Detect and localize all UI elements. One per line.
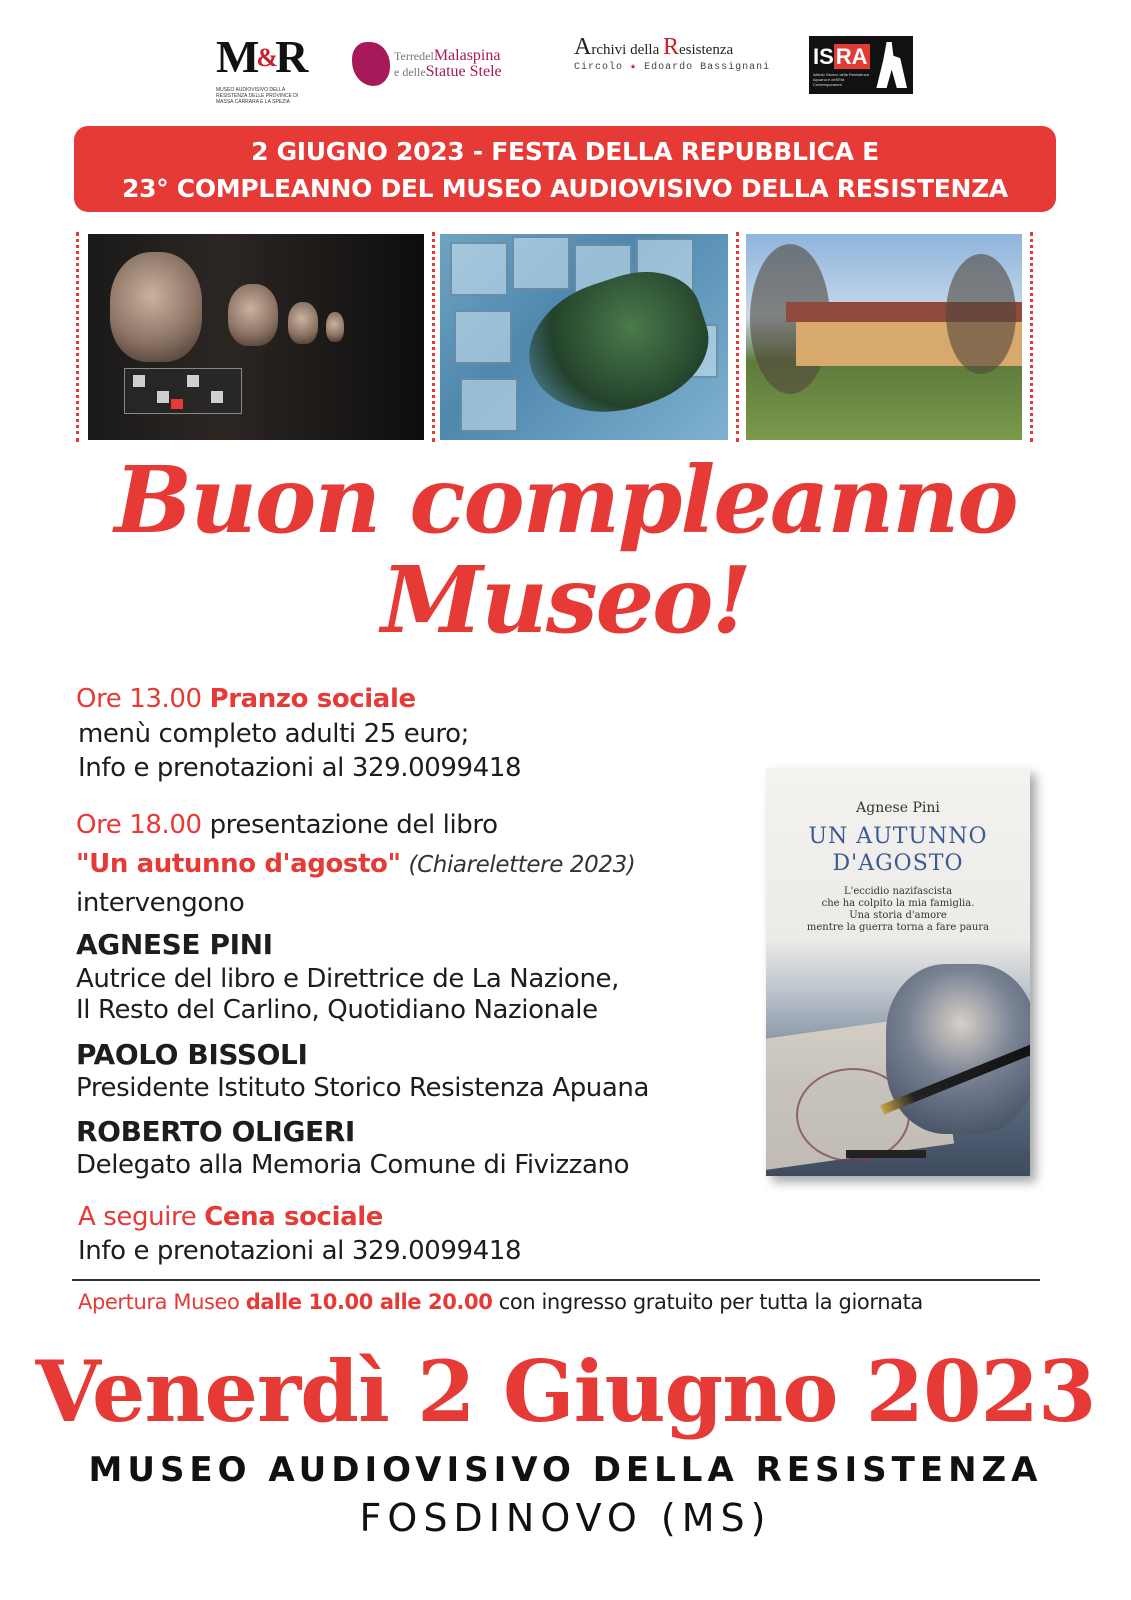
isra-logo bbox=[809, 36, 913, 94]
speaker-role: Presidente Istituto Storico Resistenza Apuana bbox=[76, 1073, 650, 1103]
touch-screen-archive-photo bbox=[440, 234, 728, 440]
witness-portrait bbox=[326, 312, 344, 342]
lunch-info: Info e prenotazioni al 329.0099418 bbox=[78, 753, 522, 783]
main-title-line-2: Museo! bbox=[381, 546, 750, 654]
mar-logo-r: R bbox=[275, 31, 306, 82]
dinner-title: Cena sociale bbox=[204, 1202, 383, 1232]
publisher-mark bbox=[846, 1150, 926, 1158]
tree-image bbox=[946, 254, 1016, 374]
dotted-divider bbox=[76, 232, 79, 442]
book-cover-title bbox=[766, 823, 1030, 877]
speaker-name: ROBERTO OLIGERI bbox=[76, 1115, 355, 1148]
archive-card bbox=[454, 310, 512, 364]
terre-word: Terre bbox=[394, 49, 420, 63]
dotted-divider bbox=[432, 232, 435, 442]
lunch-title: Pranzo sociale bbox=[209, 684, 416, 714]
book-cover-sub-2: che ha colpito la mia famiglia. bbox=[821, 898, 975, 909]
book-cover-author: Agnese Pini bbox=[856, 800, 940, 816]
museum-video-installation-photo bbox=[88, 234, 424, 440]
isra-is: IS bbox=[813, 44, 834, 69]
book-title-line bbox=[76, 849, 635, 880]
book-cover-sub-1: L'eccidio nazifascista bbox=[843, 886, 953, 897]
archive-card bbox=[512, 236, 570, 290]
archivi-circolo-name: Edoardo Bassignani bbox=[644, 62, 771, 73]
isra-ra: RA bbox=[835, 44, 868, 69]
banner-line-1: 2 GIUGNO 2023 - FESTA DELLA REPUBBLICA E bbox=[251, 137, 879, 166]
witness-portrait bbox=[110, 252, 202, 362]
book-intro: presentazione del libro bbox=[209, 810, 498, 840]
dotted-divider bbox=[736, 232, 739, 442]
archivi-esistenza: esistenza bbox=[679, 42, 734, 58]
book-cover-subtitle bbox=[766, 886, 1030, 934]
venue-town: FOSDINOVO (MS) bbox=[359, 1496, 772, 1540]
museum-building-photo bbox=[746, 234, 1022, 440]
archivi-title bbox=[574, 34, 733, 61]
mar-logo-subtitle: MUSEO AUDIOVISIVO DELLA RESISTENZA DELLE PROVINCE DI MASSA CARRARA E LA SPEZIA bbox=[216, 87, 299, 105]
mar-logo bbox=[216, 31, 316, 105]
speaker-role: Delegato alla Memoria Comune di Fivizzano bbox=[76, 1150, 630, 1180]
isra-name bbox=[813, 44, 870, 70]
main-title-line-1: Buon compleanno bbox=[114, 446, 1017, 554]
book-cover-image bbox=[766, 768, 1030, 1176]
dinner-heading bbox=[78, 1202, 383, 1232]
archivi-circolo bbox=[574, 61, 770, 73]
archive-card bbox=[460, 378, 518, 432]
lunch-time: Ore 13.00 bbox=[76, 684, 202, 714]
speakers-intro: intervengono bbox=[76, 888, 245, 918]
archivi-circolo-label: Circolo bbox=[574, 62, 624, 73]
book-cover-title-1: UN AUTUNNO bbox=[808, 824, 988, 849]
terre-del: del bbox=[419, 49, 434, 63]
photo-strip bbox=[76, 232, 1056, 442]
partisans-figure-icon bbox=[873, 42, 907, 88]
event-date: Venerdì 2 Giugno 2023 bbox=[35, 1342, 1096, 1441]
book-cover-title-2: D'AGOSTO bbox=[832, 851, 964, 876]
banner-line-2: 23° COMPLEANNO DEL MUSEO AUDIOVISIVO DELLA RESISTENZA bbox=[122, 174, 1008, 203]
opening-post: con ingresso gratuito per tutta la giornata bbox=[498, 1290, 923, 1314]
event-banner bbox=[74, 126, 1056, 212]
mar-logo-amp: & bbox=[256, 43, 276, 72]
opening-hours-range: dalle 10.00 alle 20.00 bbox=[245, 1290, 493, 1314]
lunch-menu: menù completo adulti 25 euro; bbox=[78, 719, 469, 749]
divider-line bbox=[72, 1279, 1040, 1281]
terre-malaspina-text bbox=[394, 48, 502, 80]
dotted-divider bbox=[1030, 232, 1033, 442]
speaker-role: Autrice del libro e Direttrice de La Nazione, bbox=[76, 964, 619, 994]
archivi-resistenza-logo bbox=[574, 34, 774, 94]
archive-card bbox=[450, 242, 508, 296]
dinner-info: Info e prenotazioni al 329.0099418 bbox=[78, 1236, 522, 1266]
opening-hours bbox=[78, 1290, 923, 1314]
control-panel bbox=[124, 368, 242, 414]
lunch-heading bbox=[76, 684, 416, 714]
book-cover-sub-4: mentre la guerra torna a fare paura bbox=[806, 922, 990, 933]
speaker-role: Il Resto del Carlino, Quotidiano Nazionale bbox=[76, 995, 598, 1025]
archivi-r: R bbox=[662, 34, 679, 60]
witness-portrait bbox=[288, 302, 318, 344]
speaker-name: PAOLO BISSOLI bbox=[76, 1038, 308, 1071]
terre-malaspina: Malaspina bbox=[433, 47, 501, 64]
book-title: "Un autunno d'agosto" bbox=[76, 849, 401, 879]
isra-subtitle: Istituto Storico della Resistenza Apuana e dell'Età Contemporanea bbox=[813, 72, 869, 87]
venue-name: MUSEO AUDIOVISIVO DELLA RESISTENZA bbox=[88, 1450, 1043, 1490]
terre-malaspina-logo bbox=[352, 34, 522, 94]
terre-edelle: e delle bbox=[394, 65, 426, 79]
opening-pre: Apertura Museo bbox=[78, 1290, 240, 1314]
mar-logo-m: M bbox=[216, 31, 257, 82]
dinner-pre: A seguire bbox=[78, 1202, 197, 1232]
archivi-a: A bbox=[574, 34, 592, 60]
star-icon: ★ bbox=[630, 62, 638, 73]
archivi-rchivi: rchivi della bbox=[591, 42, 663, 58]
witness-portrait bbox=[228, 284, 278, 346]
speaker-name: AGNESE PINI bbox=[76, 928, 273, 961]
mar-logo-mark bbox=[216, 31, 306, 87]
terre-statue-stele: Statue Stele bbox=[425, 63, 502, 80]
book-heading bbox=[76, 810, 498, 840]
book-cover-child-photo bbox=[886, 964, 1030, 1134]
book-time: Ore 18.00 bbox=[76, 810, 202, 840]
lunigiana-map-icon bbox=[352, 42, 390, 86]
book-publisher: (Chiarelettere 2023) bbox=[408, 852, 636, 878]
book-cover-sub-3: Una storia d'amore bbox=[849, 910, 947, 921]
